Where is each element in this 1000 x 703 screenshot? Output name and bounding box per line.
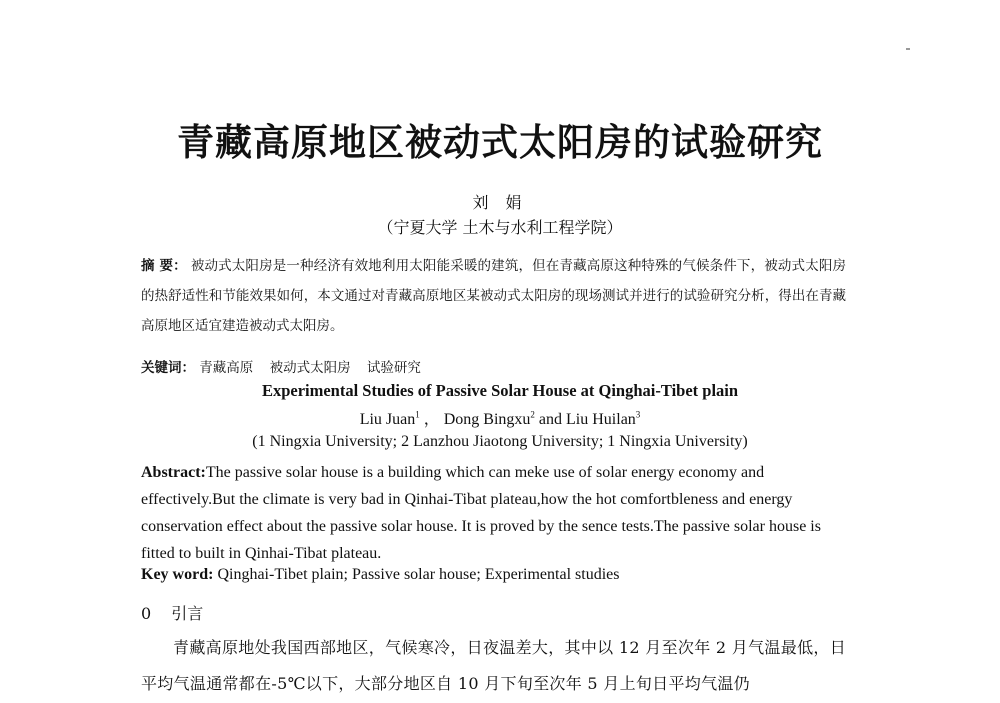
author-en-1: Liu Juan (359, 411, 416, 428)
author-sep-1: ， (419, 411, 444, 428)
abstract-chinese (141, 251, 846, 341)
affiliation-chinese: （宁夏大学 土木与水利工程学院） (377, 218, 623, 237)
keywords-chinese (141, 356, 433, 376)
keywords-chinese-label: 关键词： (141, 360, 195, 376)
section-number: 0 (141, 604, 152, 623)
affiliation-english: (1 Ningxia University; 2 Lanzhou Jiaotong University; 1 Ningxia University) (252, 433, 748, 450)
keywords-english-label: Key word: (141, 566, 214, 583)
keyword-chinese-3: 试验研究 (366, 360, 421, 376)
section-title: 引言 (171, 604, 204, 623)
keyword-chinese-1: 青藏高原 (199, 360, 254, 376)
author-sep-2: and (534, 411, 567, 428)
scan-speck (906, 48, 910, 50)
authors-english (0, 406, 1000, 429)
author-chinese: 刘 娟 (472, 193, 528, 212)
body-paragraph: 青藏高原地处我国西部地区，气候寒冷，日夜温差大，其中以 12 月至次年 2 月气温最低，日平均气温通常都在-5℃以下，大部分地区自 10 月下旬至次年 5 月上旬日平均气温仍 (141, 638, 846, 693)
section-heading-introduction (141, 601, 203, 624)
abstract-english (141, 459, 841, 567)
author-en-1-sup: 1 (415, 409, 420, 420)
author-en-3: Liu Huilan (566, 411, 636, 428)
author-en-3-sup: 3 (635, 409, 641, 420)
paper-title-english: Experimental Studies of Passive Solar House at Qinghai-Tibet plain (261, 381, 739, 400)
author-en-2: Dong Bingxu (443, 411, 531, 428)
keywords-english (141, 566, 619, 584)
abstract-chinese-text: 被动式太阳房是一种经济有效地利用太阳能采暖的建筑，但在青藏高原这种特殊的气候条件下，被动式太阳房的热舒适性和节能效果如何，本文通过对青藏高原地区某被动式太阳房的现场测试并进行的试验研究分析，得出在青藏高原地区适宜建造被动式太阳房。 (141, 258, 846, 334)
paper-title: 青藏高原地区被动式太阳房的试验研究 (177, 121, 823, 164)
keyword-chinese-2: 被动式太阳房 (269, 360, 351, 376)
author-en-2-sup: 2 (530, 409, 535, 420)
keywords-english-text: Qinghai-Tibet plain; Passive solar house; Experimental studies (213, 566, 620, 583)
abstract-english-text: The passive solar house is a building which can meke use of solar energy economy and effectively.But the climate is very bad in Qinhai-Tibat plateau,how the hot comfortbleness and energy conservation effect about the passive solar house. It is proved by the sence tests.The passive solar house is fitted to built in Qinhai-Tibat plateau. (141, 464, 821, 562)
abstract-english-label: Abstract: (141, 464, 206, 481)
abstract-chinese-label: 摘 要： (141, 258, 187, 274)
